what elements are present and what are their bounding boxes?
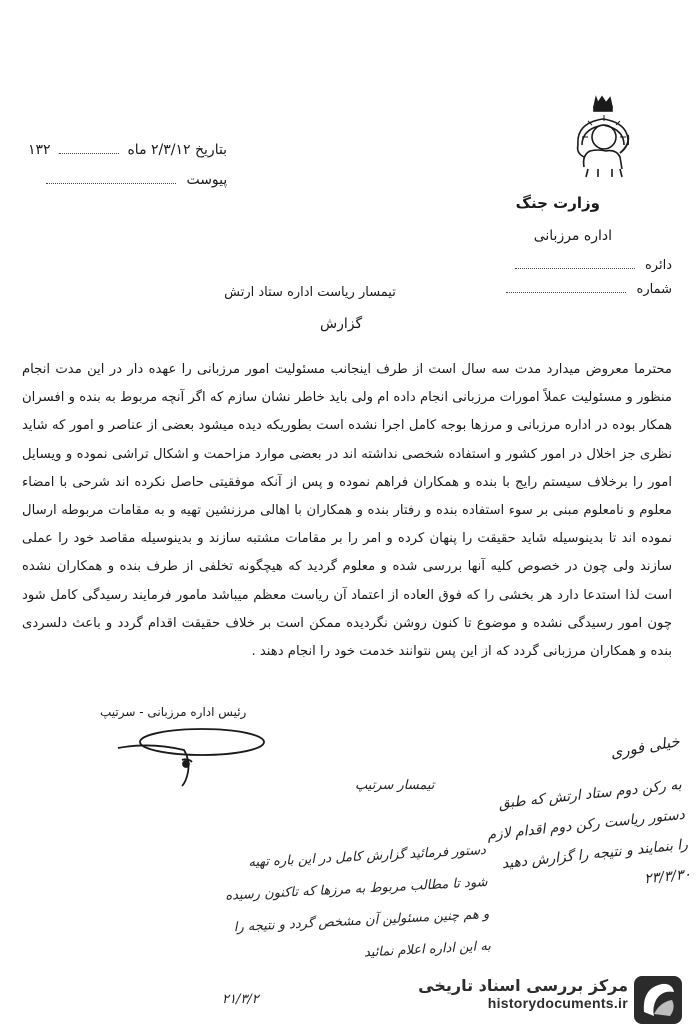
handwritten-urgent-heading: خیلی فوری <box>608 732 681 762</box>
watermark-url: historydocuments.ir <box>487 995 628 1011</box>
number-line <box>506 282 672 297</box>
handwritten-note-left: دستور فرمائید گزارش کامل در این باره تهیه شود تا مطالب مربوط به مرزها که تاکنون رسیده و هم چنین مسئولین آن مشخص گردد و نتیجه را به این اداره اعلام نمائید <box>224 842 492 961</box>
watermark-logo-icon <box>632 974 684 1026</box>
enclosure-line <box>40 172 227 188</box>
handwritten-signature <box>110 720 280 790</box>
enclosure-label: پیوست <box>186 172 228 188</box>
enclosure-dotted-line <box>46 183 176 184</box>
watermark-name: مرکز بررسی اسناد تاریخی <box>418 976 628 995</box>
month-label: ماه <box>127 142 147 158</box>
office-dotted-line <box>515 268 635 269</box>
handwritten-note-left-date: ۲۱/۳/۲ <box>222 992 259 1007</box>
department-name: اداره مرزبانی <box>533 228 612 244</box>
handwritten-note-right-date: ۲۳/۳/۳۰ <box>643 866 692 888</box>
handwritten-note-right <box>481 770 692 910</box>
recipient-line: تیمسار ریاست اداره ستاد ارتش <box>224 285 396 300</box>
number-dotted-line <box>506 292 626 293</box>
report-title: گزارش <box>320 316 363 332</box>
number-label: شماره <box>636 282 672 297</box>
report-body: محترما معروض میدارد مدت سه سال است از طرف اینجانب مسئولیت امور مرزبانی را عهده دار در این مدت انجام منظور و مسئولیت عملاً امورات مرزبانی انجام داده ام ولی باید خاطر نشان سازم که اگر آنچه مربوط به بنده و افسران همکار بوده در اداره مرزبانی و مرزها بوجه کامل اجرا نشده است بطوریکه دیده میشود بعضی از عناصر و امور که شاید نظری جز اخلال در امور کشور و استفاده شخصی نداشته اند در بعضی موارد مزاحمت و اشکال تراشی نموده و ویسایل امور را برخلاف سیستم رایج با بنده و همکاران فراهم نموده و پس از آنکه موفقیتی حاصل نکرده اند شرحی با امضاء معلوم و نامعلوم مبنی بر سوء استفاده بنده و رفتار بنده و همکاران با اهالی مرزنشین تهیه و به مقامات مربوطه ارسال نموده اند تا بدینوسیله شاید حقیقت را پنهان کرده و امر را بر مقامات مشتبه سازند و بدینوسیله مقاصد خود را عملی سازند ولی چون در خصوص کلیه آنها بررسی شده و معلوم گردید که هیچگونه تخلفی از طرف بنده و همکاران نشده است لذا استدعا دارد هر بخشی را که فوق العاده از اعتماد آن ریاست معظم میباشد مامور فرمایند رسیدگی کامل شود چون امور رسیدگی نشده و موضوع تا کنون روشن نگردیده ممکن است بر خلاف حقیقت اقدام گردد و باعث دلسردی بنده و همکاران مرزبانی گردد که از این پس نتوانند خدمت خود را انجام دهند . <box>22 362 672 660</box>
date-line <box>28 142 227 158</box>
watermark-text <box>412 976 628 1011</box>
handwritten-note-left-heading: تیمسار سرتیپ <box>355 778 435 793</box>
office-label: دائره <box>644 258 672 273</box>
date-dotted-line <box>59 153 119 154</box>
lion-and-sun-emblem <box>568 95 638 185</box>
year-value: ۱۳۲ <box>28 142 51 158</box>
date-label: بتاریخ <box>195 142 228 158</box>
signature-title: رئیس اداره مرزبانی - سرتیپ <box>100 705 247 719</box>
office-line <box>515 258 672 273</box>
handwritten-note-right-text: به رکن دوم ستاد ارتش که طبق دستور ریاست رکن دوم اقدام لازم را بنمایند و نتیجه را گزارش دهید <box>486 776 689 873</box>
date-value: ۲/۳/۱۲ <box>151 142 191 158</box>
ministry-name: وزارت جنگ <box>515 194 600 212</box>
